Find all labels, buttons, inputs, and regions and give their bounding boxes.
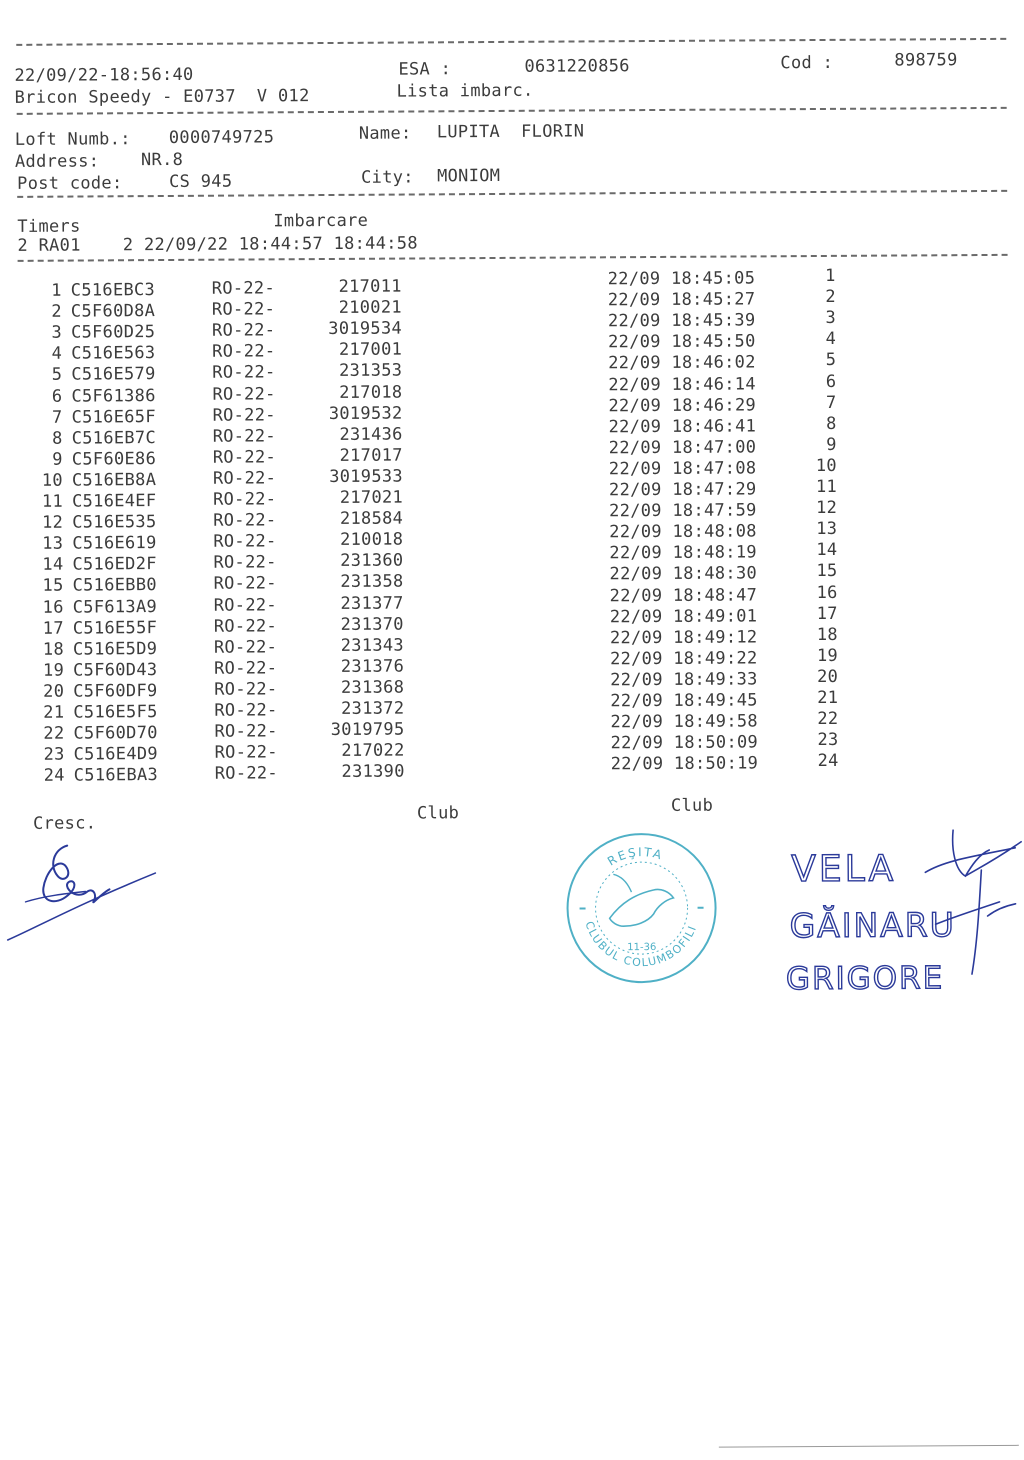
chip-id: C5F60D43 [73,659,158,681]
ring-number: 231353 [338,360,403,382]
arrival-time: 22/09 18:50:09 [610,732,759,754]
arrival-time: 22/09 18:49:01 [609,605,758,627]
scan-edge-line [719,1445,1019,1448]
chip-id: C5F60D25 [70,322,156,343]
ring-number: 231376 [340,656,405,677]
handwritten-name: GRIGORE [785,960,945,998]
position-number: 6 [825,371,837,392]
row-index: 20 [43,681,65,702]
row-index: 23 [43,744,65,765]
position-number: 20 [817,666,839,687]
stamp-number: 11-36 [627,942,657,954]
handwritten-name: GĂINARU [789,905,957,946]
ring-number: 231368 [340,677,405,698]
dove-icon [609,889,673,926]
stamp-top-text: REŞITA [605,845,666,869]
position-number: 14 [816,540,838,561]
ring-prefix: RO-22- [213,637,278,658]
name-label: Name: [358,123,412,144]
separator-line [17,190,1007,198]
ring-prefix: RO-22- [214,763,279,784]
arrival-time: 22/09 18:48:08 [609,521,757,543]
ring-number: 210018 [340,529,404,551]
ring-number: 3019534 [328,318,403,340]
position-number: 18 [816,624,838,645]
ring-number: 3019533 [329,466,403,487]
row-index: 12 [42,512,64,533]
ring-number: 231358 [340,571,404,593]
city-label: City: [361,167,414,188]
chip-id: C516E579 [71,364,156,385]
ring-prefix: RO-22- [212,341,276,363]
chip-id: C516E5D9 [72,638,158,660]
chip-id: C516E563 [71,343,156,364]
row-index: 13 [42,533,64,554]
arrival-time: 22/09 18:45:39 [607,310,756,332]
arrival-time: 22/09 18:49:45 [610,690,758,712]
ring-prefix: RO-22- [213,552,277,574]
ring-prefix: RO-22- [214,679,278,700]
ring-number: 217021 [339,487,404,508]
arrival-time: 22/09 18:47:00 [608,437,757,459]
row-index: 21 [43,702,65,723]
position-number: 12 [815,497,838,519]
ring-prefix: RO-22- [212,426,276,447]
row-index: 11 [41,491,64,512]
stamp-inner-ring [595,862,688,955]
ring-prefix: RO-22- [211,278,276,299]
club-label: Club [670,795,714,816]
address-label: Address: [14,151,100,172]
chip-id: C516E55F [72,617,158,639]
ring-prefix: RO-22- [212,404,276,426]
postcode-value: CS 945 [169,171,233,192]
position-number: 10 [815,455,837,476]
stamp-bottom-text: CLUBUL COLUMBOFILI [582,919,700,970]
row-index: 18 [42,639,65,660]
row-index: 3 [51,322,63,343]
row-index: 14 [42,554,64,576]
chip-id: C5F60DF9 [73,680,158,702]
ring-prefix: RO-22- [212,489,277,510]
position-number: 4 [825,329,837,350]
breeder-signature [5,835,176,946]
ring-prefix: RO-22- [214,700,278,721]
ring-number: 231370 [340,614,404,635]
ring-number: 231360 [340,550,404,572]
chip-id: C516E4D9 [73,744,158,765]
ring-number: 231372 [341,698,405,719]
row-index: 7 [51,407,63,428]
position-number: 15 [816,561,838,582]
imbarcare-label: Imbarcare [273,210,369,232]
position-number: 24 [817,751,839,772]
ring-prefix: RO-22- [212,447,277,468]
list-title: Lista imbarc. [396,80,534,102]
chip-id: C5F61386 [71,385,156,407]
loft-number-label: Loft Numb.: [14,129,131,150]
chip-id: C5F613A9 [72,596,158,618]
chip-id: C5F60D70 [73,723,158,744]
chip-id: C516EBC3 [70,280,156,301]
arrival-time: 22/09 18:49:22 [609,648,758,670]
separator-line [18,254,1008,262]
chip-id: C516E5F5 [73,702,158,723]
row-index: 5 [51,365,63,386]
chip-id: C516E65F [71,406,156,428]
club-stamp [561,822,722,993]
position-number: 2 [825,286,836,308]
chip-id: C516ED2F [72,554,157,575]
chip-id: C516EB8A [71,469,157,491]
arrival-time: 22/09 18:49:33 [610,669,758,691]
ring-number: 217001 [338,339,403,361]
row-index: 1 [51,280,62,301]
row-index: 6 [51,386,63,407]
position-number: 3 [825,308,837,329]
arrival-time: 22/09 18:46:02 [608,352,756,374]
ring-number: 210021 [338,297,402,319]
signature-stroke [43,845,110,902]
loft-number-value: 0000749725 [168,127,275,148]
position-number: 22 [817,708,839,730]
ring-prefix: RO-22- [214,742,278,763]
row-index: 8 [52,428,63,449]
ring-number: 3019795 [330,719,405,741]
chip-id: C516E619 [72,533,157,554]
arrival-time: 22/09 18:47:59 [609,500,757,522]
timers-label: Timers [17,216,81,237]
arrival-time: 22/09 18:46:41 [608,416,757,437]
row-index: 4 [51,343,63,364]
chip-id: C516EBB0 [72,575,157,596]
position-number: 8 [825,413,837,434]
cod-value: 898759 [894,50,958,71]
arrival-time: 22/09 18:49:58 [610,711,758,733]
esa-label: ESA : [398,59,452,80]
ring-prefix: RO-22- [213,594,277,616]
ring-number: 231377 [340,593,404,614]
stamp-dots [580,908,704,909]
arrival-time: 22/09 18:47:29 [608,479,757,501]
arrival-time: 22/09 18:47:08 [608,458,757,480]
arrival-time: 22/09 18:48:47 [609,584,758,606]
chip-id: C5F60E86 [71,448,157,470]
ring-prefix: RO-22- [212,468,277,489]
arrival-time: 22/09 18:45:27 [607,289,756,311]
device-info: Bricon Speedy - E0737 V 012 [14,86,310,108]
chip-id: C516E4EF [72,491,157,512]
chip-id: C516E535 [72,512,157,533]
ring-number: 217022 [341,740,405,762]
ring-prefix: RO-22- [212,362,276,384]
row-index: 24 [43,765,65,787]
position-number: 9 [826,434,837,455]
row-index: 2 [51,301,62,322]
ring-prefix: RO-22- [214,658,278,679]
cresc-label: Cresc. [32,813,97,834]
city-value: MONIOM [437,165,501,187]
arrival-time: 22/09 18:46:29 [608,394,757,416]
position-number: 1 [825,265,836,286]
esa-value: 0631220856 [524,56,630,77]
ring-prefix: RO-22- [211,320,276,341]
row-index: 15 [42,576,64,597]
position-number: 13 [816,519,838,540]
row-index: 9 [52,449,63,470]
ring-number: 231390 [341,761,405,783]
ring-number: 3019532 [328,403,403,424]
arrival-time: 22/09 18:50:19 [610,753,759,775]
position-number: 5 [825,350,837,371]
ring-number: 217018 [339,382,403,403]
row-index: 19 [42,660,65,681]
chip-id: C5F60D8A [70,301,156,322]
ring-prefix: RO-22- [213,510,277,531]
row-index: 10 [41,470,63,491]
cod-label: Cod : [780,52,834,74]
club-label: Club [416,803,460,824]
row-index: 17 [42,618,64,639]
ring-prefix: RO-22- [214,721,278,742]
arrival-time: 22/09 18:45:50 [608,331,756,353]
name-value: LUPITA FLORIN [436,121,585,143]
ring-number: 231436 [339,424,403,445]
separator-line [17,107,1007,115]
ring-number: 218584 [339,508,404,530]
initials-stroke [925,830,1021,877]
row-index: 16 [42,597,64,618]
position-number: 7 [825,392,837,413]
arrival-time: 22/09 18:45:05 [607,268,756,290]
arrival-time: 22/09 18:48:19 [609,542,757,564]
ring-number: 217017 [339,445,403,466]
arrival-time: 22/09 18:46:14 [608,373,756,395]
ring-prefix: RO-22- [213,531,277,552]
ring-prefix: RO-22- [213,615,278,637]
ring-prefix: RO-22- [212,383,276,405]
handwritten-club-signatures [775,820,1024,1002]
chip-id: C516EBA3 [73,765,159,786]
dove-wing-stroke [613,874,631,892]
print-datetime: 22/09/22-18:56:40 [14,64,194,86]
position-number: 23 [817,730,839,751]
position-number: 11 [815,476,838,498]
position-number: 17 [816,603,838,624]
ring-prefix: RO-22- [211,299,276,320]
handwritten-name: VELA [791,848,897,891]
ring-number: 231343 [340,635,405,656]
address-value: NR.8 [140,149,184,171]
position-number: 16 [816,582,838,603]
row-index: 22 [43,723,65,744]
signature-stroke [7,873,155,940]
postcode-label: Post code: [17,173,123,194]
separator-line [16,38,1006,46]
ring-number: 217011 [338,276,402,297]
chip-id: C516EB7C [71,427,157,449]
position-number: 21 [817,687,839,709]
ring-prefix: RO-22- [213,573,277,595]
arrival-time: 22/09 18:48:30 [609,563,758,585]
arrival-time: 22/09 18:49:12 [609,627,758,648]
timer-line: 2 RA01 2 22/09/22 18:44:57 18:44:58 [17,233,418,256]
position-number: 19 [816,645,839,666]
